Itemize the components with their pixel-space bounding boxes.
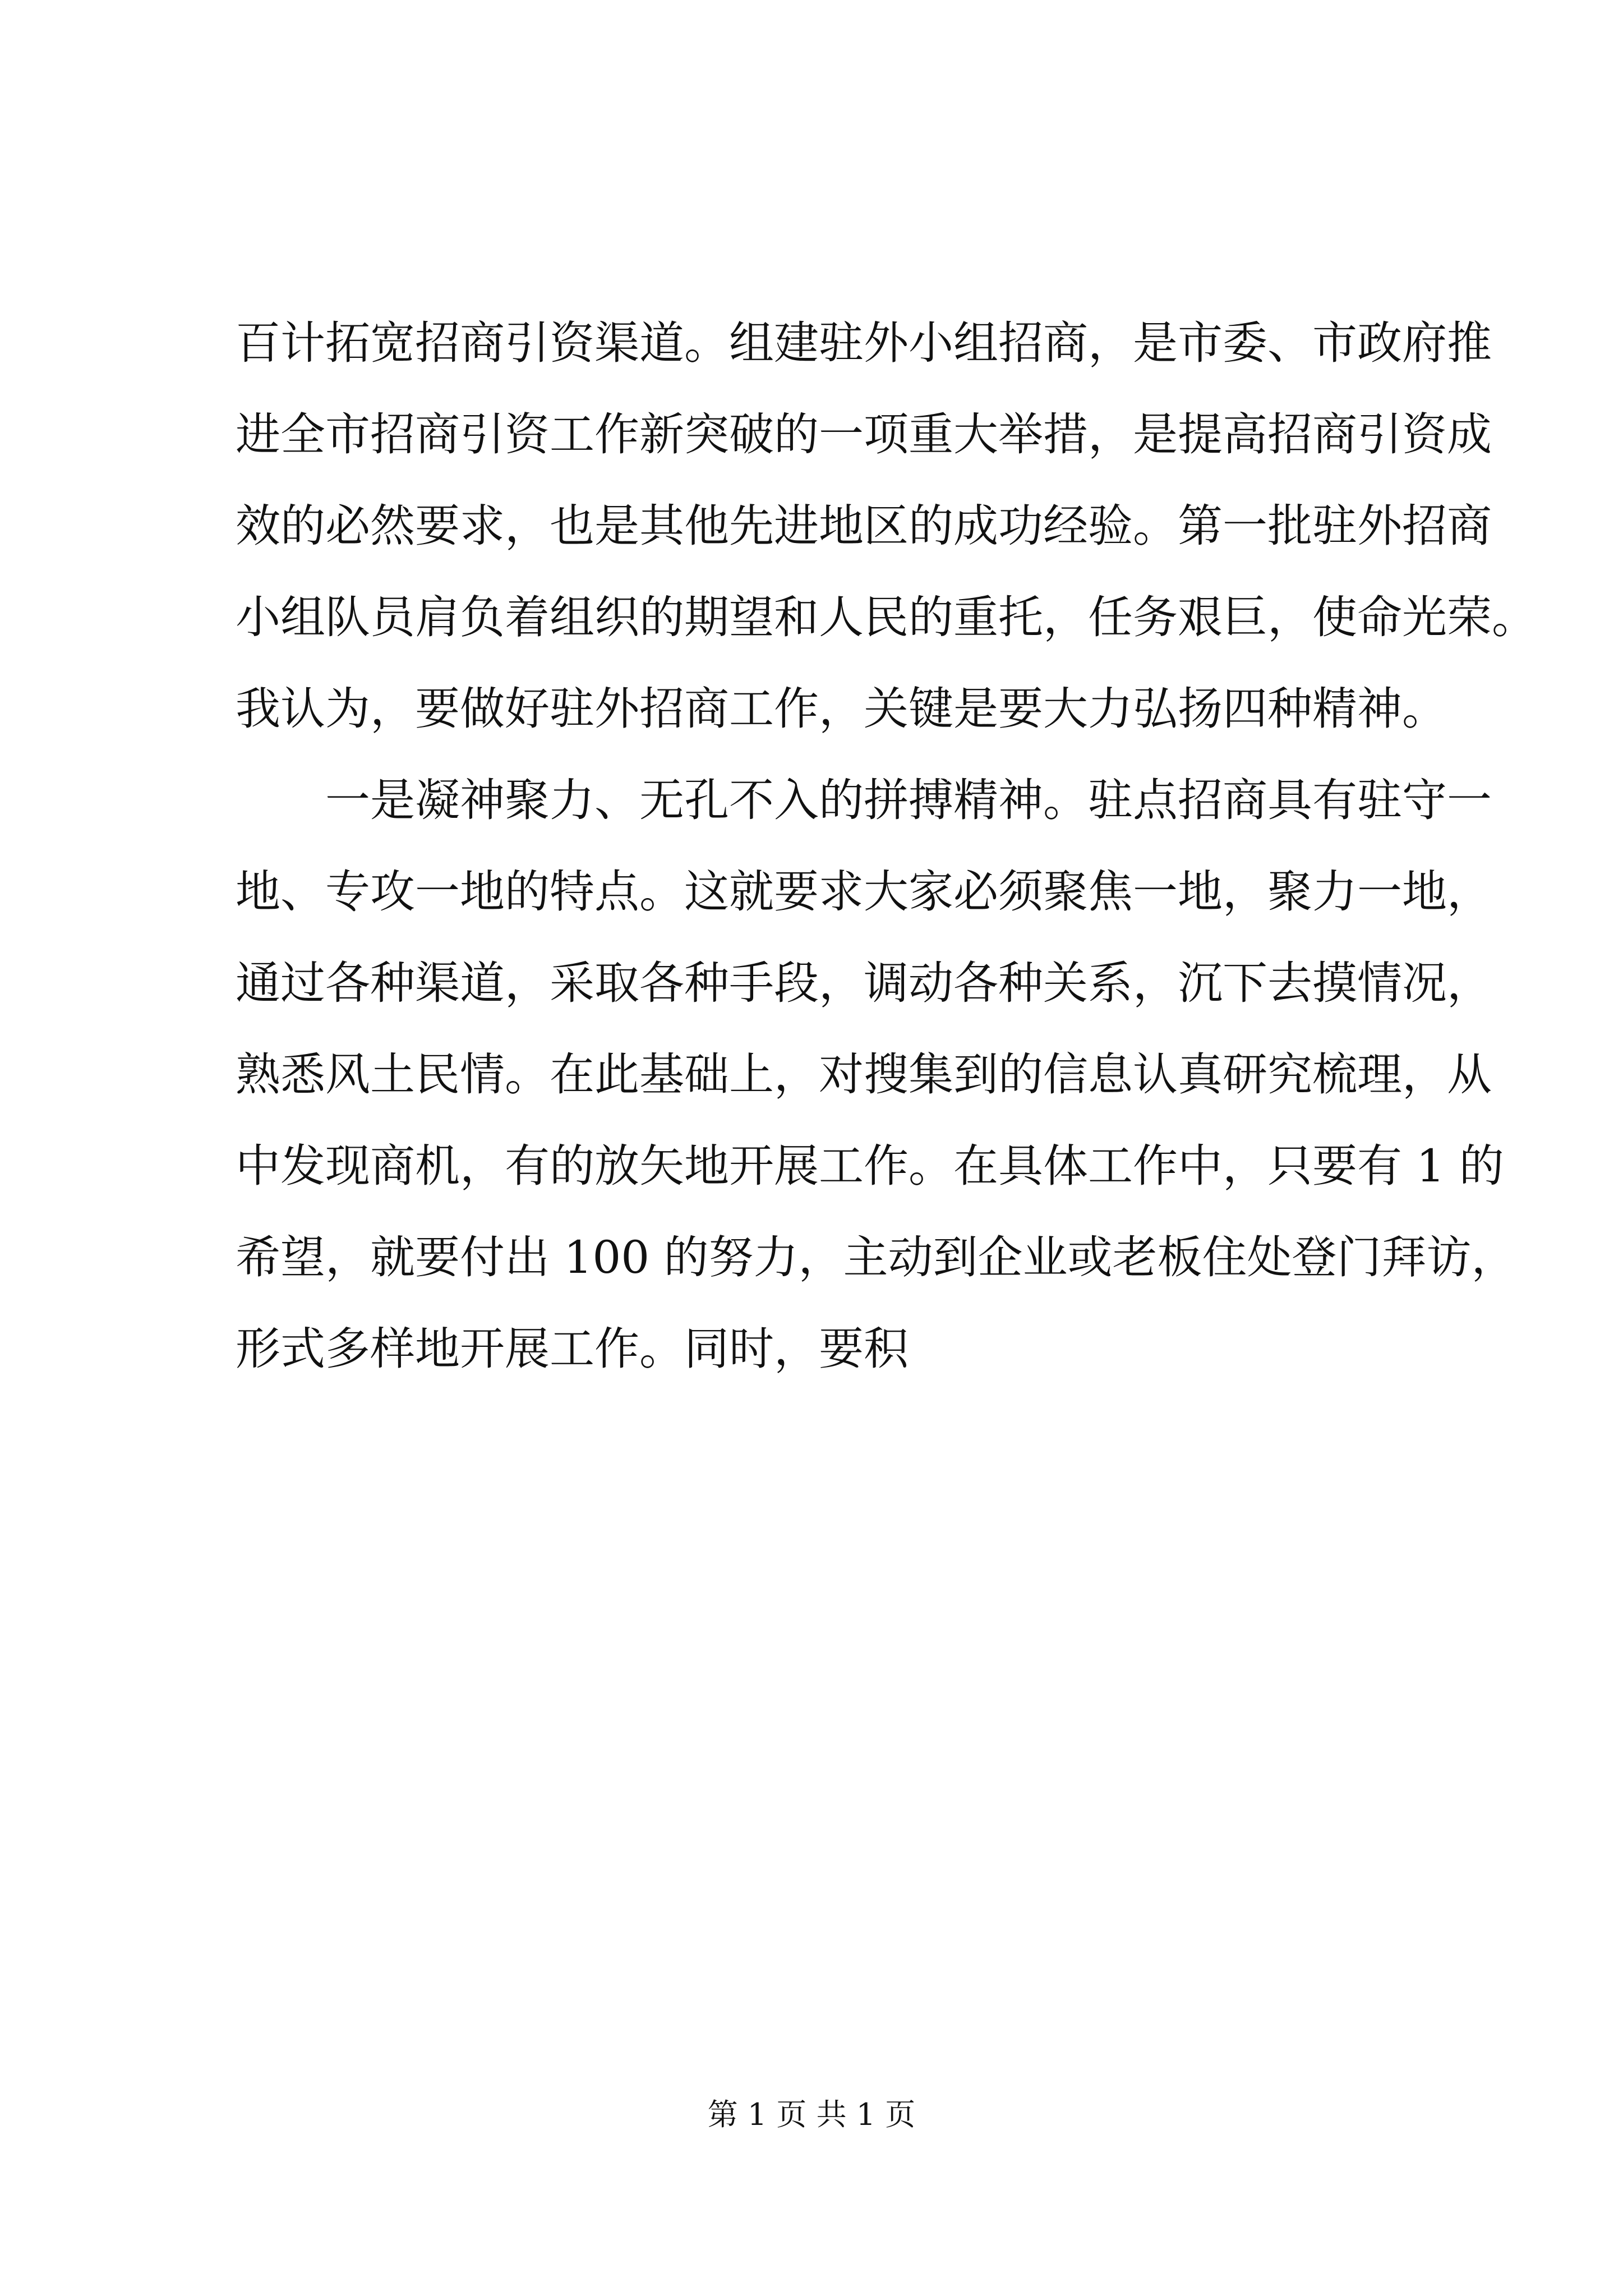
document-body [236, 297, 1537, 1395]
text-line: 我认为，要做好驻外招商工作，关键是要大力弘扬四种精神。 [236, 683, 1447, 735]
text-line: 百计拓宽招商引资渠道。组建驻外小组招商，是市委、市政府推 [236, 317, 1492, 369]
text-line: 一是凝神聚力、无孔不入的拼搏精神。驻点招商具有驻守一 [325, 774, 1492, 826]
text-line: 地、专攻一地的特点。这就要求大家必须聚焦一地，聚力一地， [236, 866, 1492, 918]
text-line: 形式多样地开展工作。同时，要积 [236, 1323, 909, 1375]
text-line: 进全市招商引资工作新突破的一项重大举措，是提高招商引资成 [236, 408, 1492, 461]
text-line: 熟悉风土民情。在此基础上，对搜集到的信息认真研究梳理，从 [236, 1048, 1492, 1101]
text-line: 通过各种渠道，采取各种手段，调动各种关系，沉下去摸情况， [236, 957, 1492, 1009]
text-line: 中发现商机，有的放矢地开展工作。在具体工作中，只要有 1 的 [236, 1140, 1504, 1192]
page-footer: 第 1 页 共 1 页 [707, 2097, 916, 2132]
text-line: 希望，就要付出 100 的努力，主动到企业或老板住处登门拜访， [236, 1231, 1516, 1283]
text-line: 效的必然要求，也是其他先进地区的成功经验。第一批驻外招商 [236, 500, 1492, 552]
text-line: 小组队员肩负着组织的期望和人民的重托，任务艰巨，使命光荣。 [236, 591, 1537, 643]
